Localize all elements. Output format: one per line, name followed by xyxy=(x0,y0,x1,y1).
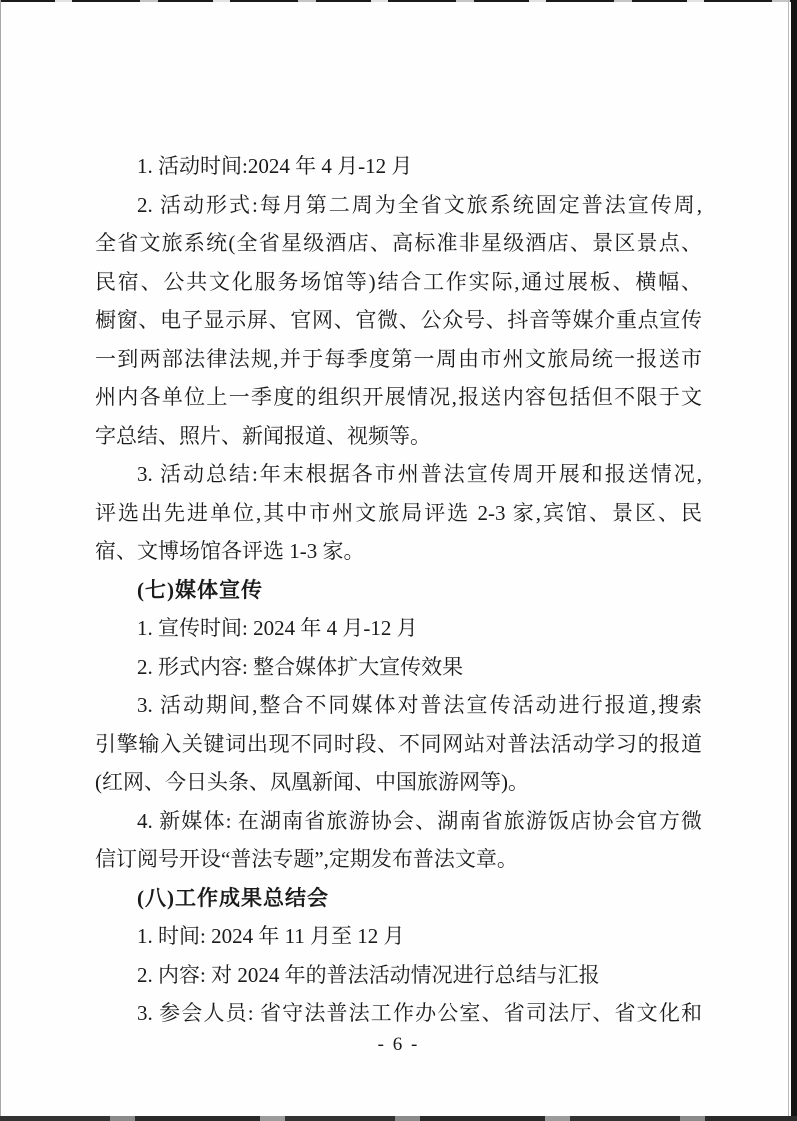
text-line: (红网、今日头条、凤凰新闻、中国旅游网等)。 xyxy=(95,770,529,794)
text-line: 引擎输入关键词出现不同时段、不同网站对普法活动学习的报道 xyxy=(95,731,702,756)
scan-edge-top xyxy=(0,0,797,2)
page-number: - 6 - xyxy=(377,1034,420,1055)
scan-edge-right xyxy=(791,0,797,1121)
text-line: 1. 活动时间:2024 年 4 月-12 月 xyxy=(137,154,413,178)
section-heading: (七)媒体宣传 xyxy=(137,577,263,602)
section-heading: (八)工作成果总结会 xyxy=(137,885,329,910)
text-line: 3. 参会人员: 省守法普法工作办公室、省司法厅、省文化和 xyxy=(137,1001,702,1025)
text-line: 民宿、公共文化服务场馆等)结合工作实际,通过展板、横幅、 xyxy=(95,269,702,294)
scan-edge-left xyxy=(0,0,1,1121)
text-line: 宿、文博场馆各评选 1-3 家。 xyxy=(95,539,365,563)
document-body xyxy=(95,147,702,1033)
text-line: 信订阅号开设“普法专题”,定期发布普法文章。 xyxy=(95,847,518,871)
scan-edge-right-line xyxy=(788,0,789,1121)
text-line: 字总结、照片、新闻报道、视频等。 xyxy=(95,423,431,448)
text-line: 1. 宣传时间: 2024 年 4 月-12 月 xyxy=(137,616,418,640)
scan-edge-bottom xyxy=(0,1116,797,1121)
text-line: 一到两部法律法规,并于每季度第一周由市州文旅局统一报送市 xyxy=(95,346,702,371)
text-line: 2. 内容: 对 2024 年的普法活动情况进行总结与汇报 xyxy=(137,962,600,987)
text-line: 橱窗、电子显示屏、官网、官微、公众号、抖音等媒介重点宣传 xyxy=(95,308,702,332)
text-line: 2. 形式内容: 整合媒体扩大宣传效果 xyxy=(137,654,464,679)
text-line: 3. 活动期间,整合不同媒体对普法宣传活动进行报道,搜索 xyxy=(137,693,702,717)
text-line: 1. 时间: 2024 年 11 月至 12 月 xyxy=(137,924,405,948)
text-line: 全省文旅系统(全省星级酒店、高标准非星级酒店、景区景点、 xyxy=(95,231,702,255)
text-line: 2. 活动形式:每月第二周为全省文旅系统固定普法宣传周, xyxy=(137,192,702,217)
text-line: 评选出先进单位,其中市州文旅局评选 2-3 家,宾馆、景区、民 xyxy=(95,500,702,525)
text-line: 3. 活动总结:年末根据各市州普法宣传周开展和报送情况, xyxy=(137,462,702,486)
text-line: 州内各单位上一季度的组织开展情况,报送内容包括但不限于文 xyxy=(95,385,702,409)
text-line: 4. 新媒体: 在湖南省旅游协会、湖南省旅游饭店协会官方微 xyxy=(137,808,702,833)
